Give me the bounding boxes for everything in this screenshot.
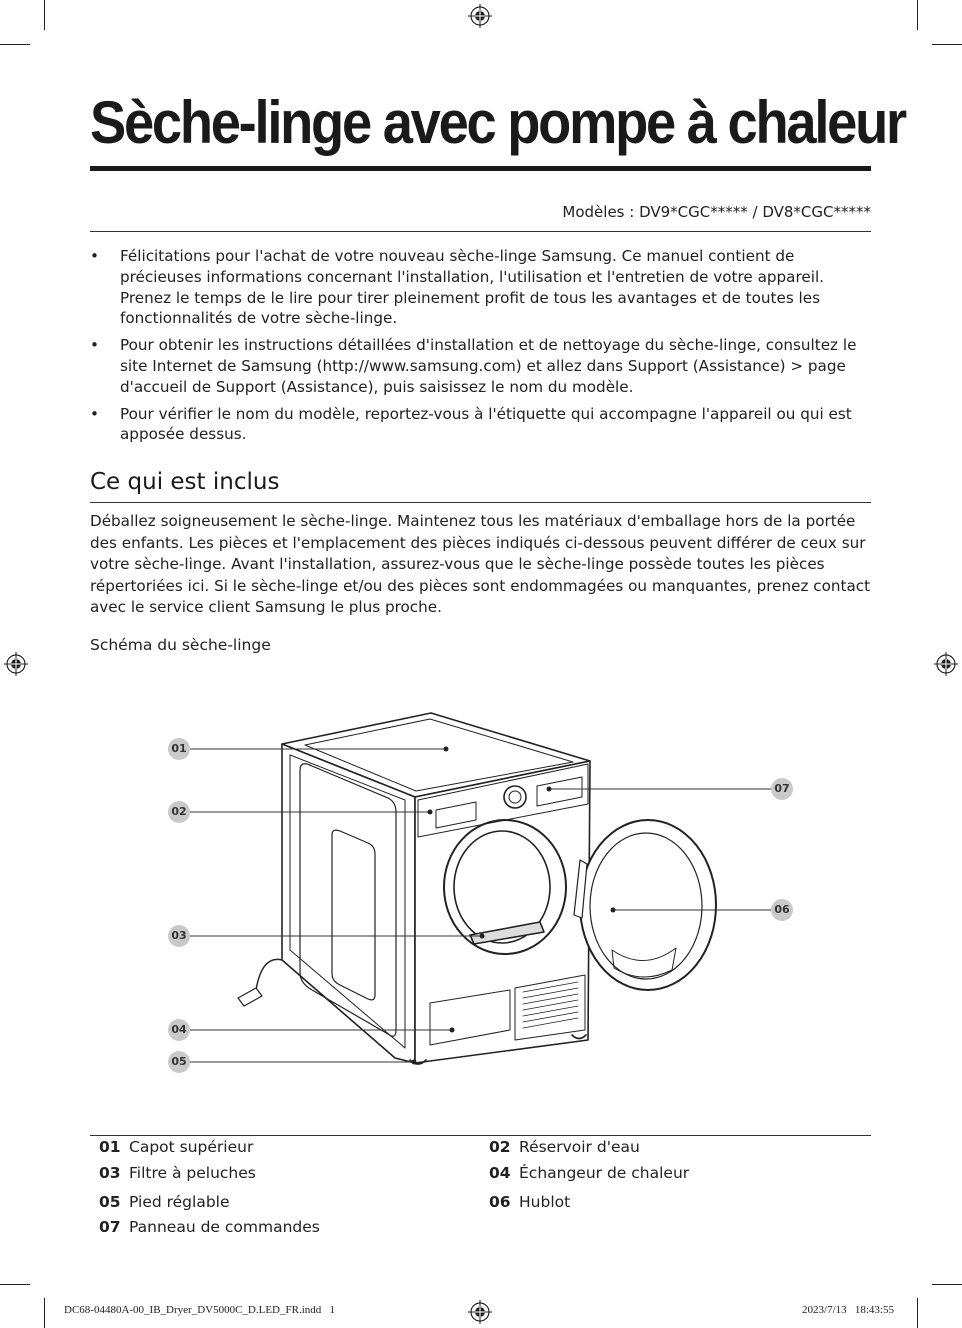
legend-item xyxy=(99,1138,253,1156)
legend-label: Hublot xyxy=(519,1193,571,1211)
legend-label: Panneau de commandes xyxy=(129,1218,320,1236)
bullet-icon: • xyxy=(90,247,99,265)
callout-badge: 04 xyxy=(168,1019,190,1041)
callout-badge: 03 xyxy=(168,925,190,947)
models-rule xyxy=(90,231,871,232)
legend-item xyxy=(99,1193,230,1211)
crop-mark xyxy=(932,1284,962,1285)
crop-mark xyxy=(0,44,30,45)
legend-number: 06 xyxy=(489,1193,511,1211)
legend-item xyxy=(489,1138,640,1156)
title-rule xyxy=(90,166,871,171)
diagram-title: Schéma du sèche-linge xyxy=(90,636,271,654)
crop-mark xyxy=(44,1298,45,1328)
legend-label: Capot supérieur xyxy=(129,1138,254,1156)
crop-mark xyxy=(932,44,962,45)
callout-badge: 01 xyxy=(168,738,190,760)
intro-bullet-list xyxy=(90,246,872,451)
bullet-text: Félicitations pour l'achat de votre nouveau sèche-linge Samsung. Ce manuel contient de précieuses informations concernant l'installation, l'utilisation et l'entretien de votre appareil. Prenez le temps de le lire pour tirer pleinement profit de tous les avantages et de toutes les fonctionnalités de votre sèche-linge. xyxy=(120,247,824,328)
legend-item xyxy=(99,1164,256,1182)
legend-label: Pied réglable xyxy=(129,1193,230,1211)
callout-badge: 06 xyxy=(771,899,793,921)
section-heading: Ce qui est inclus xyxy=(90,469,280,495)
legend-label: Échangeur de chaleur xyxy=(519,1164,690,1182)
bullet-text: Pour obtenir les instructions détaillées d'installation et de nettoyage du sèche-linge, consultez le site Internet de Samsung (http://www.samsung.com) et allez dans Support (Assistance) > page d'accueil de Support (Assistance), puis saisissez le nom du modèle. xyxy=(120,336,857,396)
section-paragraph: Déballez soigneusement le sèche-linge. Maintenez tous les matériaux d'emballage hors de la portée des enfants. Les pièces et l'emplacement des pièces indiqués ci-dessous peuvent différer de ceux sur votre sèche-linge. Avant l'installation, assurez-vous que le sèche-linge possède toutes les pièces répertoriées ici. Si le sèche-linge et/ou des pièces sont endommagées ou manquantes, prenez contact avec le service client Samsung le plus proche. xyxy=(90,512,871,616)
crop-mark xyxy=(44,0,45,30)
bullet-icon: • xyxy=(90,404,99,423)
crop-mark xyxy=(917,1298,918,1328)
registration-mark-icon xyxy=(934,652,958,676)
registration-mark-icon xyxy=(4,652,28,676)
list-item xyxy=(90,246,872,329)
legend-item xyxy=(489,1193,570,1211)
legend-number: 05 xyxy=(99,1193,121,1211)
crop-mark xyxy=(917,0,918,30)
legend-number: 02 xyxy=(489,1138,511,1156)
legend-label: Filtre à peluches xyxy=(129,1164,256,1182)
registration-mark-icon xyxy=(468,1300,492,1324)
legend-number: 03 xyxy=(99,1164,121,1182)
legend-rule xyxy=(90,1135,871,1136)
legend-number: 01 xyxy=(99,1138,121,1156)
callout-badge: 07 xyxy=(771,778,793,800)
crop-mark xyxy=(0,1284,30,1285)
section-rule xyxy=(90,502,871,503)
footer-date: 2023/7/13 18:43:55 xyxy=(802,1304,894,1316)
list-item xyxy=(90,335,872,397)
bullet-text: Pour vérifier le nom du modèle, reportez-vous à l'étiquette qui accompagne l'appareil ou qui est apposée dessus. xyxy=(120,404,852,444)
legend-item xyxy=(99,1218,320,1236)
callout-badge: 02 xyxy=(168,801,190,823)
models-line: Modèles : DV9*CGC***** / DV8*CGC***** xyxy=(562,203,871,221)
dryer-illustration xyxy=(0,690,962,1090)
legend-number: 07 xyxy=(99,1218,121,1236)
legend-number: 04 xyxy=(489,1164,511,1182)
legend-label: Réservoir d'eau xyxy=(519,1138,640,1156)
footer-filename: DC68-04480A-00_IB_Dryer_DV5000C_D.LED_FR.indd 1 xyxy=(64,1304,336,1316)
bullet-icon: • xyxy=(90,336,99,355)
legend-item xyxy=(489,1164,689,1182)
list-item xyxy=(90,404,872,446)
registration-mark-icon xyxy=(468,4,492,28)
page-title: Sèche-linge avec pompe à chaleur xyxy=(90,89,905,156)
callout-badge: 05 xyxy=(168,1051,190,1073)
